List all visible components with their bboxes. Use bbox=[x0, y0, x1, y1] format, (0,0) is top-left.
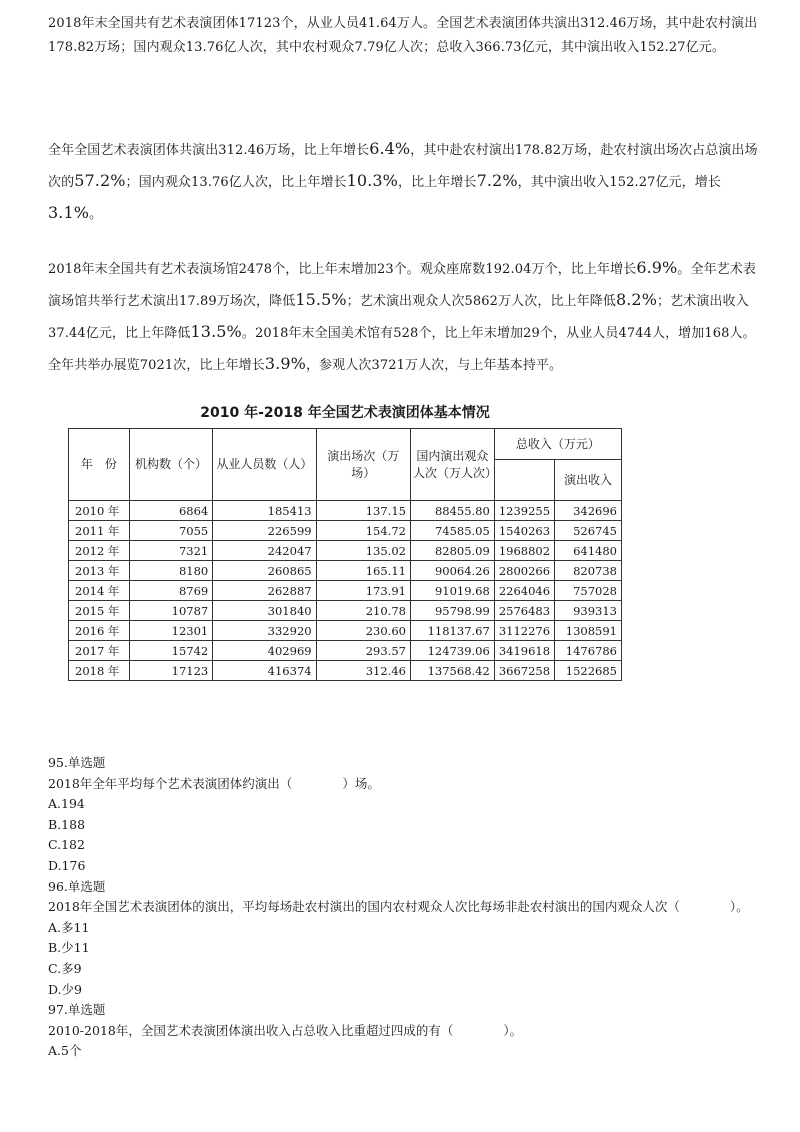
para3-value-3: 8.2% bbox=[615, 290, 658, 309]
table-row bbox=[69, 581, 622, 601]
question-number: 96.单选题 bbox=[48, 878, 106, 894]
table-cell: 641480 bbox=[555, 541, 622, 561]
table-title: 2010 年-2018 年全国艺术表演团体基本情况 bbox=[200, 405, 490, 421]
para3-text-6: ，参观人次3721万人次，与上年基本持平。 bbox=[305, 358, 563, 373]
table-cell: 17123 bbox=[129, 661, 213, 681]
para3-text-5: 。2018年末全国美术馆有528个，比上年末增加29个，从业人员4744人，增加168人。全年共举办展览7021次，比上年增长 bbox=[48, 326, 756, 373]
question-stem: 2010-2018年，全国艺术表演团体演出收入占总收入比重超过四成的有（ ）。 bbox=[48, 1022, 523, 1038]
table-cell: 2576483 bbox=[494, 601, 554, 621]
table-cell: 1540263 bbox=[494, 521, 554, 541]
table-row bbox=[69, 541, 622, 561]
table-cell: 7055 bbox=[129, 521, 213, 541]
answer-option[interactable]: D.176 bbox=[48, 857, 86, 873]
table-cell: 416374 bbox=[213, 661, 316, 681]
table-row bbox=[69, 661, 622, 681]
answer-option[interactable]: A.194 bbox=[48, 796, 85, 812]
intro-paragraph-3 bbox=[48, 253, 760, 381]
table-row bbox=[69, 561, 622, 581]
table-cell-year: 2014 年 bbox=[69, 581, 130, 601]
table-cell: 137568.42 bbox=[410, 661, 494, 681]
para3-text-4: ；艺术演出收入37.44亿元，比上年降低 bbox=[48, 294, 749, 341]
answer-option[interactable]: B.188 bbox=[48, 816, 86, 832]
question-number: 97.单选题 bbox=[48, 1002, 106, 1018]
table-cell: 154.72 bbox=[316, 521, 410, 541]
para3-value-2: 15.5% bbox=[295, 290, 347, 309]
para3-value-4: 13.5% bbox=[190, 322, 242, 341]
performance-troupe-table bbox=[68, 428, 622, 681]
para3-text-2: 。全年艺术表演场馆共举行艺术演出17.89万场次，降低 bbox=[48, 262, 756, 309]
table-cell: 3112276 bbox=[494, 621, 554, 641]
table-cell: 1476786 bbox=[555, 641, 622, 661]
table-row bbox=[69, 601, 622, 621]
table-cell: 301840 bbox=[213, 601, 316, 621]
table-cell: 88455.80 bbox=[410, 501, 494, 521]
table-cell: 1968802 bbox=[494, 541, 554, 561]
para3-value-1: 6.9% bbox=[636, 258, 678, 277]
table-cell: 8180 bbox=[129, 561, 213, 581]
header-year: 年 份 bbox=[69, 429, 130, 501]
table-cell: 7321 bbox=[129, 541, 213, 561]
table-cell-year: 2013 年 bbox=[69, 561, 130, 581]
question-stem: 2018年全年平均每个艺术表演团体约演出（ ）场。 bbox=[48, 775, 380, 791]
table-cell: 91019.68 bbox=[410, 581, 494, 601]
table-row bbox=[69, 641, 622, 661]
para2-value-4: 7.2% bbox=[476, 171, 518, 190]
para2-value-3: 10.3% bbox=[346, 171, 398, 190]
answer-option[interactable]: C.182 bbox=[48, 837, 85, 853]
table-cell: 2800266 bbox=[494, 561, 554, 581]
table-cell: 12301 bbox=[129, 621, 213, 641]
question-stem: 2018年全国艺术表演团体的演出，平均每场赴农村演出的国内农村观众人次比每场非赴农村演出的国内观众人次（ ）。 bbox=[48, 899, 749, 915]
header-orgs: 机构数（个） bbox=[129, 429, 213, 501]
table-cell-year: 2017 年 bbox=[69, 641, 130, 661]
table-cell: 1239255 bbox=[494, 501, 554, 521]
table-cell: 165.11 bbox=[316, 561, 410, 581]
para2-value-1: 6.4% bbox=[369, 139, 411, 158]
para2-text-1: 全年全国艺术表演团体共演出312.46万场，比上年增长 bbox=[48, 143, 370, 158]
table-cell: 185413 bbox=[213, 501, 316, 521]
table-cell: 10787 bbox=[129, 601, 213, 621]
para2-text-3: ；国内观众13.76亿人次，比上年增长 bbox=[125, 175, 347, 190]
table-cell: 757028 bbox=[555, 581, 622, 601]
para2-text-6: 。 bbox=[89, 207, 103, 222]
para2-value-2: 57.2% bbox=[74, 171, 126, 190]
table-cell: 82805.09 bbox=[410, 541, 494, 561]
answer-option[interactable]: A.多11 bbox=[48, 919, 90, 935]
table-cell: 2264046 bbox=[494, 581, 554, 601]
table-cell: 3667258 bbox=[494, 661, 554, 681]
table-cell: 1308591 bbox=[555, 621, 622, 641]
header-income-blank bbox=[494, 460, 554, 501]
header-audience: 国内演出观众人次（万人次） bbox=[410, 429, 494, 501]
table-cell: 137.15 bbox=[316, 501, 410, 521]
para2-text-2: ，其中赴农村演出178.82万场，赴农村演出场次占总演出场次的 bbox=[48, 143, 758, 190]
table-cell-year: 2016 年 bbox=[69, 621, 130, 641]
table-cell: 8769 bbox=[129, 581, 213, 601]
answer-option[interactable]: A.5个 bbox=[48, 1043, 82, 1059]
header-income: 总收入（万元） bbox=[494, 429, 621, 460]
header-show-income: 演出收入 bbox=[555, 460, 622, 501]
table-row bbox=[69, 621, 622, 641]
header-shows: 演出场次（万场） bbox=[316, 429, 410, 501]
answer-option[interactable]: D.少9 bbox=[48, 981, 83, 997]
table-cell: 3419618 bbox=[494, 641, 554, 661]
table-cell: 118137.67 bbox=[410, 621, 494, 641]
question-list bbox=[48, 753, 760, 1062]
header-staff: 从业人员数（人） bbox=[213, 429, 316, 501]
table-cell: 526745 bbox=[555, 521, 622, 541]
para3-text-3: ；艺术演出观众人次5862万人次，比上年降低 bbox=[346, 294, 616, 309]
table-cell-year: 2012 年 bbox=[69, 541, 130, 561]
para2-text-4: ，比上年增长 bbox=[397, 175, 477, 190]
table-body bbox=[69, 501, 622, 681]
table-cell: 402969 bbox=[213, 641, 316, 661]
table-cell: 262887 bbox=[213, 581, 316, 601]
table-cell: 242047 bbox=[213, 541, 316, 561]
question-number: 95.单选题 bbox=[48, 755, 106, 770]
table-cell: 939313 bbox=[555, 601, 622, 621]
intro-paragraph-1: 2018年末全国共有艺术表演团体17123个，从业人员41.64万人。全国艺术表演团体共演出312.46万场，其中赴农村演出178.82万场；国内观众13.76亿人次，其中农村观众7.79亿人次；总收入366.73亿元，其中演出收入152.27亿元。 bbox=[48, 16, 758, 55]
table-cell: 260865 bbox=[213, 561, 316, 581]
table-cell: 15742 bbox=[129, 641, 213, 661]
table-cell: 312.46 bbox=[316, 661, 410, 681]
table-cell-year: 2015 年 bbox=[69, 601, 130, 621]
para2-value-5: 3.1% bbox=[48, 203, 90, 222]
table-cell-year: 2018 年 bbox=[69, 661, 130, 681]
table-cell: 230.60 bbox=[316, 621, 410, 641]
table-cell: 293.57 bbox=[316, 641, 410, 661]
table-cell: 342696 bbox=[555, 501, 622, 521]
table-cell-year: 2011 年 bbox=[69, 521, 130, 541]
table-cell: 820738 bbox=[555, 561, 622, 581]
table-cell: 210.78 bbox=[316, 601, 410, 621]
table-cell: 124739.06 bbox=[410, 641, 494, 661]
table-row bbox=[69, 501, 622, 521]
table-cell: 74585.05 bbox=[410, 521, 494, 541]
intro-paragraph-2 bbox=[48, 134, 760, 230]
table-cell: 173.91 bbox=[316, 581, 410, 601]
answer-option[interactable]: C.多9 bbox=[48, 960, 82, 976]
para3-value-5: 3.9% bbox=[264, 354, 306, 373]
table-cell: 1522685 bbox=[555, 661, 622, 681]
table-cell: 135.02 bbox=[316, 541, 410, 561]
table-cell: 95798.99 bbox=[410, 601, 494, 621]
table-cell: 226599 bbox=[213, 521, 316, 541]
table-row bbox=[69, 521, 622, 541]
table-cell: 90064.26 bbox=[410, 561, 494, 581]
para2-text-5: ，其中演出收入152.27亿元，增长 bbox=[517, 175, 721, 190]
para3-text-1: 2018年末全国共有艺术表演场馆2478个，比上年末增加23个。观众座席数192.04万个，比上年增长 bbox=[48, 262, 637, 277]
table-cell: 332920 bbox=[213, 621, 316, 641]
answer-option[interactable]: B.少11 bbox=[48, 940, 90, 956]
table-cell: 6864 bbox=[129, 501, 213, 521]
table-cell-year: 2010 年 bbox=[69, 501, 130, 521]
